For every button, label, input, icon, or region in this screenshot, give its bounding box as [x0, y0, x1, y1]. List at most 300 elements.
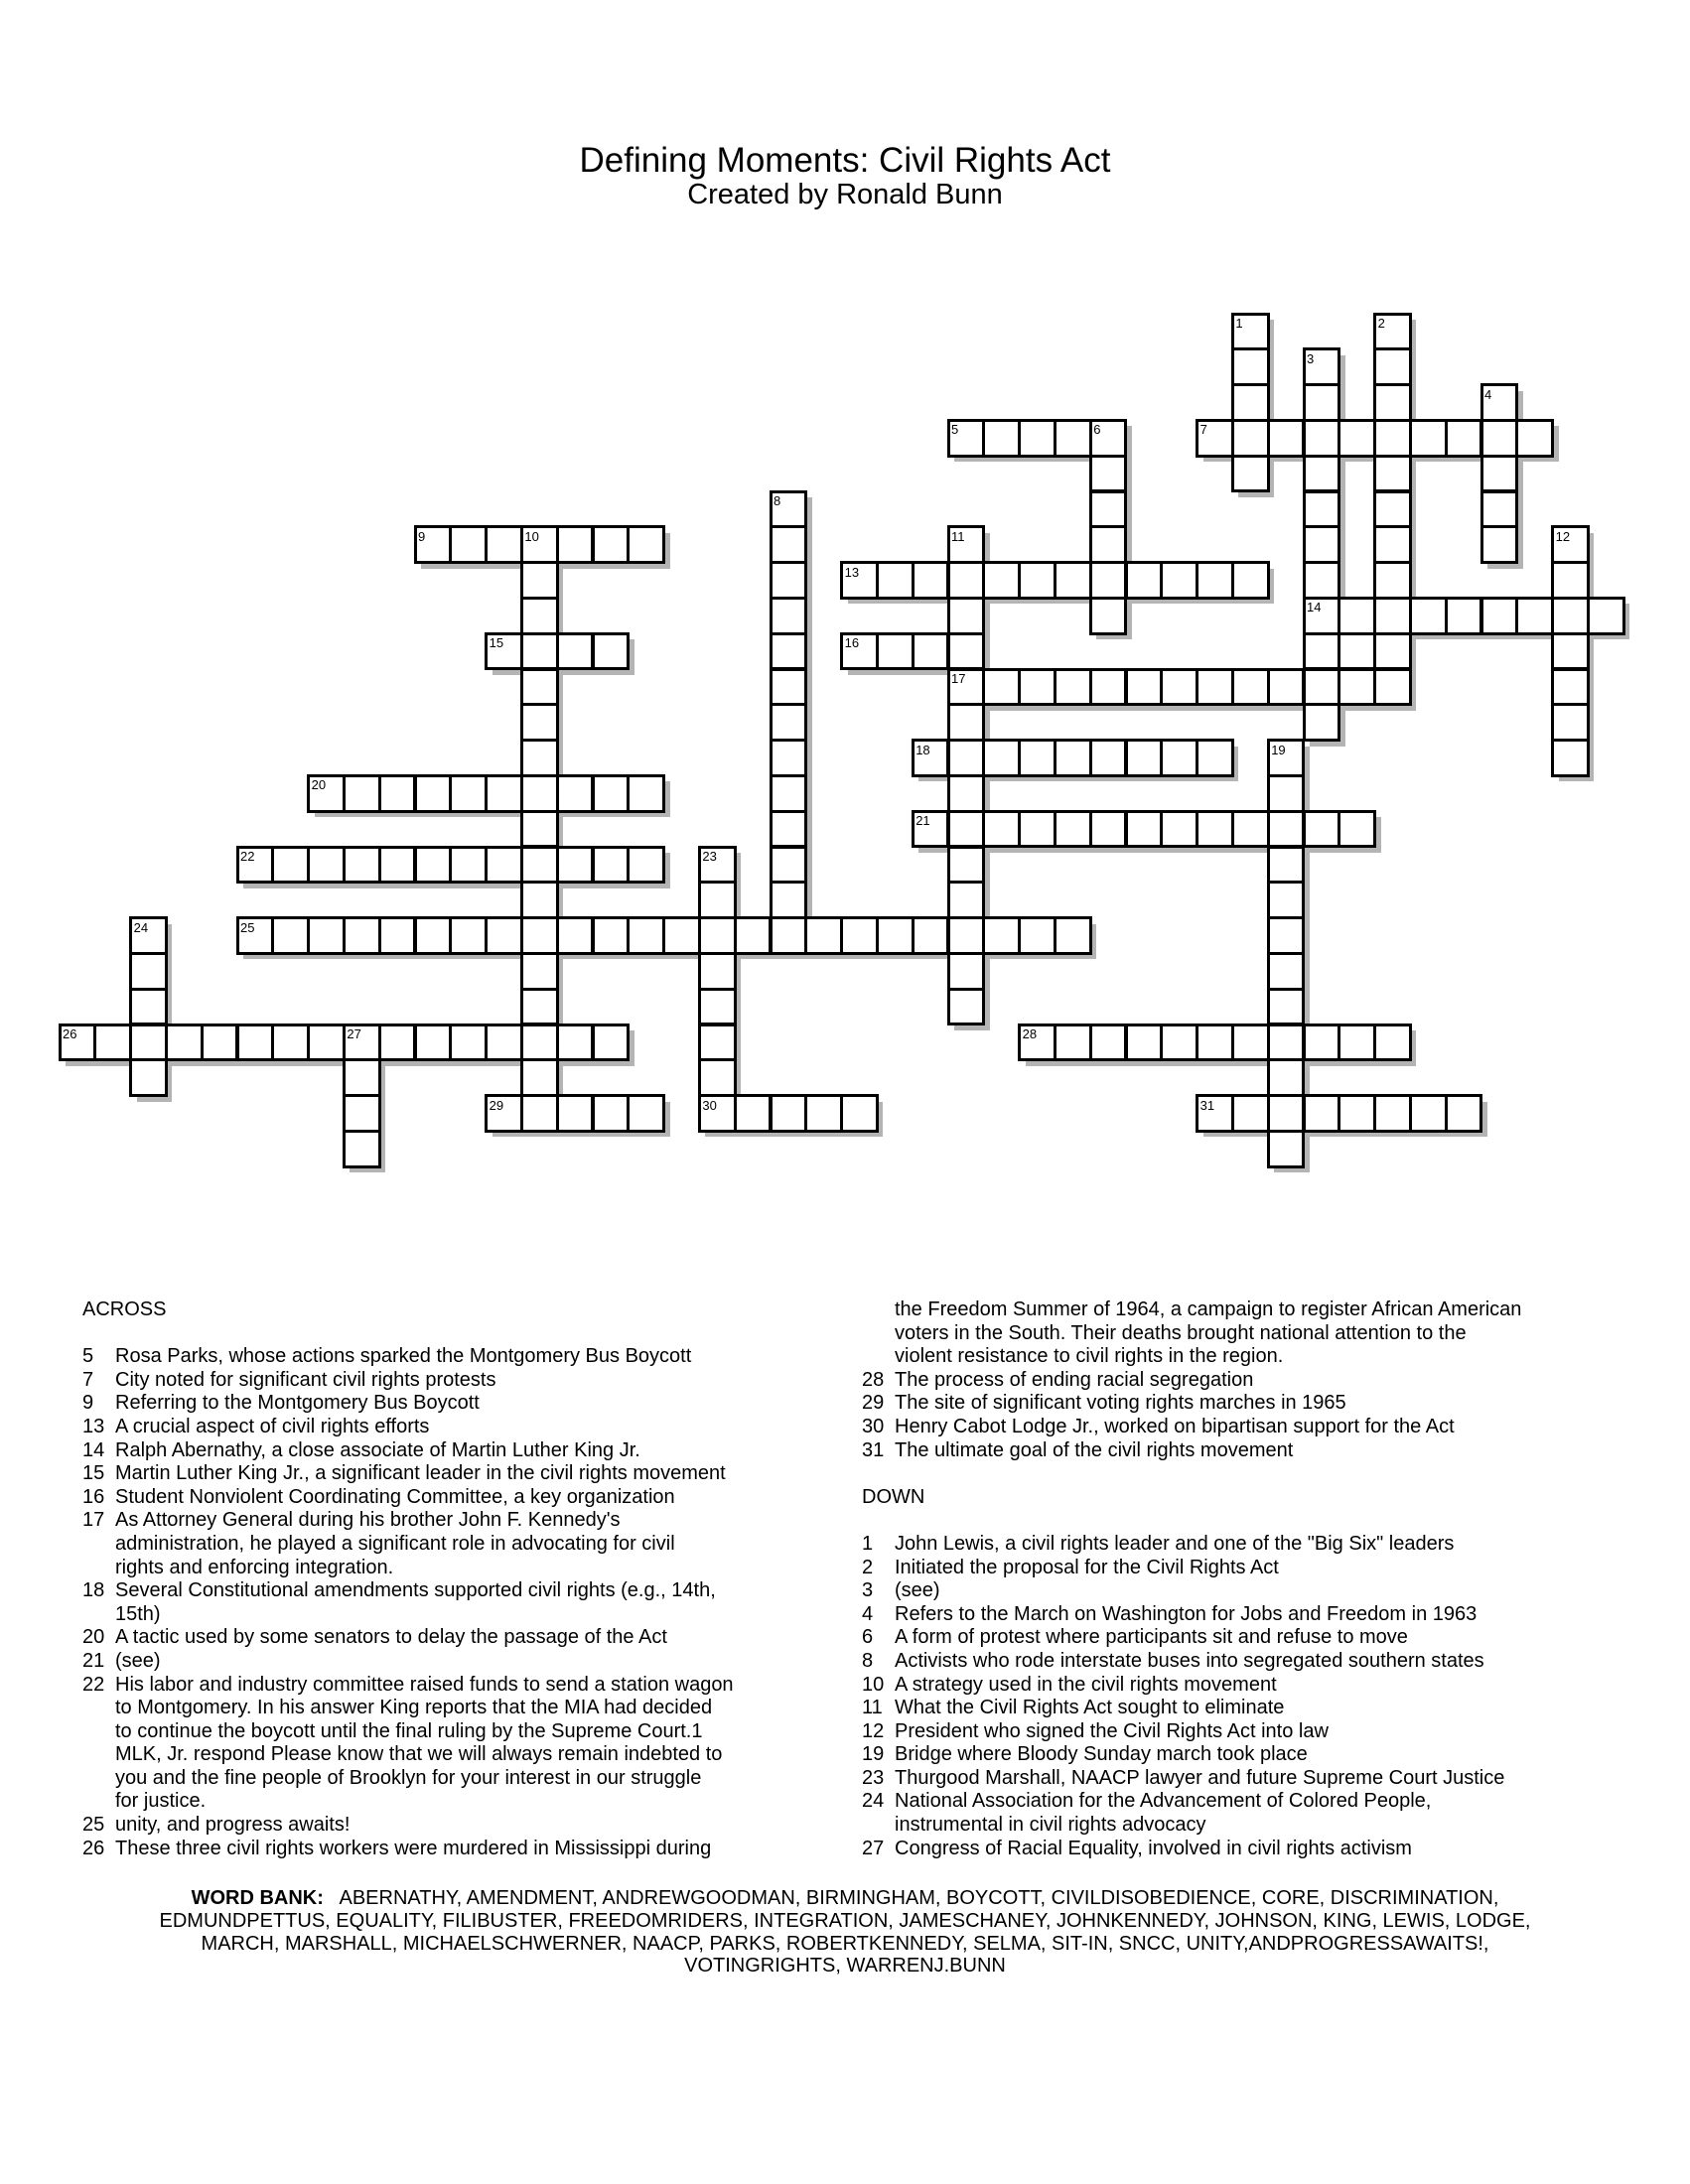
crossword-cell[interactable] — [1126, 811, 1162, 847]
crossword-cell[interactable] — [699, 918, 735, 954]
crossword-cell[interactable] — [1232, 420, 1268, 456]
clue-item — [82, 1369, 817, 1393]
crossword-cell[interactable] — [344, 1131, 379, 1166]
crossword-cell[interactable] — [1268, 741, 1304, 776]
crossword-cell[interactable] — [379, 847, 415, 883]
crossword-cell[interactable] — [1304, 491, 1339, 527]
crossword-cell[interactable] — [948, 883, 984, 918]
crossword-cell[interactable] — [842, 633, 878, 669]
crossword-cell[interactable] — [771, 705, 806, 741]
clue-number — [82, 1720, 115, 1744]
clue-text: A tactic used by some senators to delay the passage of the Act — [115, 1626, 667, 1649]
crossword-cell[interactable] — [842, 918, 878, 954]
crossword-cell[interactable] — [521, 598, 557, 633]
crossword-cell[interactable] — [521, 883, 557, 918]
crossword-cell[interactable] — [1304, 456, 1339, 491]
crossword-cell[interactable] — [1232, 811, 1268, 847]
crossword-cell[interactable] — [948, 420, 984, 456]
crossword-cell[interactable] — [237, 1024, 273, 1060]
crossword-cell[interactable] — [451, 918, 487, 954]
crossword-cell[interactable] — [699, 883, 735, 918]
crossword-cell[interactable] — [415, 918, 451, 954]
crossword-cell[interactable] — [344, 1096, 379, 1132]
clue-item-continuation — [82, 1603, 817, 1627]
crossword-cell[interactable] — [487, 918, 522, 954]
clue-number: 31 — [862, 1438, 885, 1461]
crossword-cell[interactable] — [1304, 669, 1339, 705]
crossword-cell[interactable] — [913, 741, 948, 776]
crossword-cell[interactable] — [1339, 669, 1375, 705]
crossword-cell[interactable] — [1232, 385, 1268, 421]
crossword-cell[interactable] — [1232, 349, 1268, 385]
clue-number: 15 — [82, 1462, 105, 1485]
crossword-cell[interactable] — [1446, 420, 1481, 456]
crossword-cell[interactable] — [984, 811, 1020, 847]
crossword-cell[interactable] — [1197, 811, 1233, 847]
crossword-cell[interactable] — [1517, 598, 1553, 633]
clue-text: instrumental in civil rights advocacy — [895, 1814, 1206, 1837]
crossword-cell[interactable] — [1162, 741, 1197, 776]
crossword-cell[interactable] — [415, 775, 451, 811]
crossword-cell[interactable] — [1020, 918, 1056, 954]
crossword-cell[interactable] — [1481, 527, 1517, 563]
crossword-cell[interactable] — [699, 953, 735, 989]
crossword-cell[interactable] — [1339, 633, 1375, 669]
crossword-cell[interactable] — [1055, 669, 1090, 705]
crossword-cell[interactable] — [1090, 491, 1126, 527]
crossword-cell[interactable] — [1232, 669, 1268, 705]
clue-item — [862, 1416, 1617, 1439]
crossword-cell[interactable] — [1020, 563, 1056, 599]
crossword-cell[interactable] — [1126, 1024, 1162, 1060]
crossword-cell[interactable] — [771, 669, 806, 705]
clue-number: 7 — [82, 1368, 94, 1391]
crossword-cell[interactable] — [771, 775, 806, 811]
crossword-cell[interactable] — [1268, 420, 1304, 456]
crossword-cell[interactable] — [95, 1024, 131, 1060]
crossword-cell[interactable] — [771, 1096, 806, 1132]
crossword-cell[interactable] — [557, 847, 593, 883]
crossword-cell[interactable] — [1339, 1096, 1375, 1132]
crossword-cell[interactable] — [593, 527, 629, 563]
clue-item-continuation — [862, 1814, 1617, 1838]
crossword-cell[interactable] — [948, 633, 984, 669]
crossword-cell[interactable] — [1268, 918, 1304, 954]
crossword-cell[interactable] — [1090, 456, 1126, 491]
clue-number: 4 — [1484, 386, 1492, 402]
crossword-cell[interactable] — [1126, 563, 1162, 599]
crossword-cell[interactable] — [948, 741, 984, 776]
crossword-cell[interactable] — [1553, 669, 1589, 705]
crossword-cell[interactable] — [1162, 1024, 1197, 1060]
crossword-cell[interactable] — [309, 1024, 345, 1060]
crossword-cell[interactable] — [1197, 741, 1233, 776]
word-bank — [60, 1887, 1630, 1978]
crossword-cell[interactable] — [771, 741, 806, 776]
crossword-cell[interactable] — [1055, 918, 1090, 954]
crossword-cell[interactable] — [593, 1096, 629, 1132]
crossword-cell[interactable] — [309, 847, 345, 883]
crossword-cell[interactable] — [1410, 1096, 1446, 1132]
crossword-cell[interactable] — [1197, 1096, 1233, 1132]
crossword-cell[interactable] — [1232, 314, 1268, 349]
clue-number: 30 — [702, 1097, 717, 1113]
clue-number: 7 — [1199, 422, 1207, 438]
crossword-cell[interactable] — [344, 847, 379, 883]
crossword-cell[interactable] — [735, 1096, 771, 1132]
crossword-cell[interactable] — [1304, 527, 1339, 563]
clue-number: 16 — [844, 635, 860, 651]
crossword-cell[interactable] — [1268, 989, 1304, 1024]
crossword-cell[interactable] — [1304, 563, 1339, 599]
clue-number: 21 — [82, 1649, 105, 1672]
clue-number: 8 — [862, 1649, 874, 1672]
crossword-cell[interactable] — [451, 1024, 487, 1060]
crossword-cell[interactable] — [131, 1024, 167, 1060]
crossword-cell[interactable] — [451, 775, 487, 811]
crossword-cell[interactable] — [771, 598, 806, 633]
crossword-cell[interactable] — [521, 1096, 557, 1132]
crossword-cell[interactable] — [1055, 741, 1090, 776]
crossword-cell[interactable] — [521, 918, 557, 954]
crossword-cell[interactable] — [948, 705, 984, 741]
crossword-cell[interactable] — [1410, 598, 1446, 633]
crossword-cell[interactable] — [1268, 811, 1304, 847]
crossword-cell[interactable] — [1055, 563, 1090, 599]
crossword-cell[interactable] — [1375, 598, 1411, 633]
crossword-cell[interactable] — [521, 953, 557, 989]
crossword-cell[interactable] — [771, 633, 806, 669]
crossword-cell[interactable] — [1553, 633, 1589, 669]
crossword-cell[interactable] — [557, 918, 593, 954]
crossword-cell[interactable] — [842, 1096, 878, 1132]
crossword-cell[interactable] — [1268, 847, 1304, 883]
crossword-cell[interactable] — [1481, 456, 1517, 491]
crossword-cell[interactable] — [842, 563, 878, 599]
crossword-cell[interactable] — [1126, 741, 1162, 776]
crossword-cell[interactable] — [487, 847, 522, 883]
crossword-cell[interactable] — [521, 669, 557, 705]
clue-text: As Attorney General during his brother John F. Kennedy's — [115, 1509, 621, 1532]
crossword-cell[interactable] — [521, 741, 557, 776]
crossword-cell[interactable] — [131, 918, 167, 954]
crossword-cell[interactable] — [379, 1024, 415, 1060]
crossword-cell[interactable] — [1020, 420, 1056, 456]
crossword-cell[interactable] — [521, 811, 557, 847]
crossword-cell[interactable] — [557, 775, 593, 811]
crossword-cell[interactable] — [1517, 420, 1553, 456]
crossword-cell[interactable] — [1304, 420, 1339, 456]
crossword-cell[interactable] — [1197, 420, 1233, 456]
crossword-cell[interactable] — [1375, 1024, 1411, 1060]
crossword-cell[interactable] — [1375, 1096, 1411, 1132]
crossword-cell[interactable] — [629, 1096, 664, 1132]
crossword-cell[interactable] — [948, 775, 984, 811]
crossword-cell[interactable] — [1055, 811, 1090, 847]
clue-text: The ultimate goal of the civil rights movement — [895, 1438, 1294, 1461]
crossword-cell[interactable] — [521, 1024, 557, 1060]
crossword-cell[interactable] — [273, 1024, 309, 1060]
crossword-cell[interactable] — [699, 847, 735, 883]
crossword-cell[interactable] — [487, 775, 522, 811]
crossword-cell[interactable] — [877, 918, 913, 954]
crossword-cell[interactable] — [699, 989, 735, 1024]
crossword-cell[interactable] — [1481, 491, 1517, 527]
crossword-cell[interactable] — [1304, 633, 1339, 669]
crossword-cell[interactable] — [629, 918, 664, 954]
crossword-cell[interactable] — [593, 775, 629, 811]
crossword-cell[interactable] — [877, 633, 913, 669]
crossword-cell[interactable] — [1090, 741, 1126, 776]
crossword-cell[interactable] — [629, 847, 664, 883]
crossword-cell[interactable] — [521, 847, 557, 883]
crossword-cell[interactable] — [984, 563, 1020, 599]
clue-text: What the Civil Rights Act sought to eliminate — [895, 1697, 1285, 1719]
crossword-cell[interactable] — [521, 563, 557, 599]
crossword-cell[interactable] — [771, 563, 806, 599]
crossword-cell[interactable] — [948, 811, 984, 847]
crossword-cell[interactable] — [273, 918, 309, 954]
crossword-cell[interactable] — [1304, 349, 1339, 385]
crossword-cell[interactable] — [984, 741, 1020, 776]
crossword-cell[interactable] — [877, 563, 913, 599]
crossword-cell[interactable] — [1020, 1024, 1056, 1060]
crossword-cell[interactable] — [984, 918, 1020, 954]
crossword-cell[interactable] — [202, 1024, 237, 1060]
crossword-cell[interactable] — [593, 918, 629, 954]
crossword-cell[interactable] — [1375, 314, 1411, 349]
crossword-cell[interactable] — [1446, 598, 1481, 633]
crossword-cell[interactable] — [1090, 598, 1126, 633]
crossword-cell[interactable] — [1197, 1024, 1233, 1060]
crossword-cell[interactable] — [1162, 563, 1197, 599]
clue-item-continuation — [82, 1533, 817, 1557]
crossword-cell[interactable] — [1375, 491, 1411, 527]
crossword-cell[interactable] — [1268, 1096, 1304, 1132]
crossword-cell[interactable] — [273, 847, 309, 883]
crossword-cell[interactable] — [521, 775, 557, 811]
crossword-cell[interactable] — [1090, 669, 1126, 705]
crossword-cell[interactable] — [771, 918, 806, 954]
crossword-cell[interactable] — [1304, 811, 1339, 847]
crossword-cell[interactable] — [1197, 669, 1233, 705]
clue-number: 24 — [862, 1790, 885, 1813]
crossword-cell[interactable] — [1588, 598, 1623, 633]
crossword-cell[interactable] — [1375, 349, 1411, 385]
crossword-cell[interactable] — [948, 953, 984, 989]
crossword-cell[interactable] — [771, 883, 806, 918]
crossword-cell[interactable] — [1410, 420, 1446, 456]
crossword-cell[interactable] — [1126, 669, 1162, 705]
crossword-cell[interactable] — [487, 633, 522, 669]
crossword-cell[interactable] — [487, 1024, 522, 1060]
crossword-cell[interactable] — [1162, 811, 1197, 847]
crossword-cell[interactable] — [593, 847, 629, 883]
crossword-cell[interactable] — [913, 918, 948, 954]
crossword-cell[interactable] — [415, 847, 451, 883]
crossword-cell[interactable] — [521, 527, 557, 563]
crossword-cell[interactable] — [1232, 1096, 1268, 1132]
crossword-cell[interactable] — [1304, 705, 1339, 741]
crossword-cell[interactable] — [451, 527, 487, 563]
crossword-cell[interactable] — [1232, 456, 1268, 491]
crossword-cell[interactable] — [1375, 669, 1411, 705]
crossword-cell[interactable] — [1375, 385, 1411, 421]
crossword-cell[interactable] — [1055, 1024, 1090, 1060]
crossword-cell[interactable] — [131, 1060, 167, 1096]
clue-item — [862, 1626, 1617, 1650]
crossword-cell[interactable] — [593, 633, 629, 669]
crossword-cell[interactable] — [771, 527, 806, 563]
crossword-cell[interactable] — [521, 705, 557, 741]
crossword-cell[interactable] — [487, 527, 522, 563]
crossword-cell[interactable] — [1268, 1131, 1304, 1166]
crossword-cell[interactable] — [948, 669, 984, 705]
crossword-cell[interactable] — [1553, 705, 1589, 741]
crossword-cell[interactable] — [1232, 1024, 1268, 1060]
crossword-cell[interactable] — [1481, 598, 1517, 633]
crossword-cell[interactable] — [948, 989, 984, 1024]
crossword-cell[interactable] — [237, 918, 273, 954]
crossword-cell[interactable] — [1375, 633, 1411, 669]
crossword-cell[interactable] — [1375, 563, 1411, 599]
crossword-cell[interactable] — [1268, 775, 1304, 811]
crossword-cell[interactable] — [1446, 1096, 1481, 1132]
clue-number: 27 — [347, 1026, 361, 1041]
crossword-cell[interactable] — [771, 491, 806, 527]
crossword-cell[interactable] — [131, 953, 167, 989]
crossword-cell[interactable] — [771, 811, 806, 847]
clue-text: unity, and progress awaits! — [115, 1814, 351, 1837]
crossword-cell[interactable] — [1197, 563, 1233, 599]
crossword-cell[interactable] — [521, 633, 557, 669]
crossword-cell[interactable] — [806, 918, 842, 954]
crossword-cell[interactable] — [1553, 527, 1589, 563]
crossword-cell[interactable] — [557, 1096, 593, 1132]
crossword-cell[interactable] — [699, 1024, 735, 1060]
clue-number — [82, 1557, 115, 1580]
crossword-cell[interactable] — [1304, 385, 1339, 421]
crossword-cell[interactable] — [1268, 1060, 1304, 1096]
clue-text: The site of significant voting rights marches in 1965 — [895, 1392, 1346, 1415]
crossword-cell[interactable] — [913, 563, 948, 599]
crossword-cell[interactable] — [1090, 527, 1126, 563]
crossword-cell[interactable] — [521, 1060, 557, 1096]
crossword-cell[interactable] — [948, 563, 984, 599]
crossword-cell[interactable] — [1090, 811, 1126, 847]
crossword-cell[interactable] — [948, 527, 984, 563]
crossword-cell[interactable] — [1553, 598, 1589, 633]
crossword-cell[interactable] — [1268, 883, 1304, 918]
crossword-cell[interactable] — [984, 420, 1020, 456]
crossword-cell[interactable] — [521, 989, 557, 1024]
crossword-cell[interactable] — [237, 847, 273, 883]
crossword-cell[interactable] — [131, 989, 167, 1024]
clue-number: 18 — [915, 742, 930, 757]
crossword-cell[interactable] — [1020, 669, 1056, 705]
crossword-cell[interactable] — [1304, 598, 1339, 633]
crossword-cell[interactable] — [806, 1096, 842, 1132]
crossword-cell[interactable] — [948, 847, 984, 883]
crossword-cell[interactable] — [344, 918, 379, 954]
crossword-cell[interactable] — [948, 598, 984, 633]
crossword-cell[interactable] — [1055, 420, 1090, 456]
crossword-cell[interactable] — [1553, 741, 1589, 776]
crossword-cell[interactable] — [309, 775, 345, 811]
crossword-cell[interactable] — [735, 918, 771, 954]
crossword-cell[interactable] — [771, 847, 806, 883]
crossword-cell[interactable] — [1339, 420, 1375, 456]
crossword-cell[interactable] — [344, 1024, 379, 1060]
clue-number: 21 — [915, 813, 930, 829]
crossword-cell[interactable] — [699, 1060, 735, 1096]
clue-text: Several Constitutional amendments supported civil rights (e.g., 14th, — [115, 1579, 716, 1602]
crossword-cell[interactable] — [948, 918, 984, 954]
crossword-cell[interactable] — [913, 811, 948, 847]
crossword-cell[interactable] — [379, 918, 415, 954]
crossword-cell[interactable] — [1339, 598, 1375, 633]
crossword-cell[interactable] — [664, 918, 700, 954]
crossword-cell[interactable] — [593, 1024, 629, 1060]
crossword-cell[interactable] — [309, 918, 345, 954]
clue-number: 10 — [862, 1673, 885, 1696]
crossword-cell[interactable] — [1020, 811, 1056, 847]
crossword-cell[interactable] — [1304, 1024, 1339, 1060]
crossword-cell[interactable] — [1339, 811, 1375, 847]
crossword-cell[interactable] — [1339, 1024, 1375, 1060]
crossword-cell[interactable] — [1090, 563, 1126, 599]
crossword-cell[interactable] — [984, 669, 1020, 705]
clue-item — [862, 1392, 1617, 1416]
crossword-cell[interactable] — [1268, 953, 1304, 989]
crossword-cell[interactable] — [1020, 741, 1056, 776]
crossword-cell[interactable] — [1375, 456, 1411, 491]
clue-number: 23 — [702, 849, 717, 864]
crossword-cell[interactable] — [1090, 420, 1126, 456]
crossword-cell[interactable] — [557, 633, 593, 669]
crossword-cell[interactable] — [629, 775, 664, 811]
crossword-cell[interactable] — [557, 527, 593, 563]
crossword-cell[interactable] — [1268, 669, 1304, 705]
crossword-cell[interactable] — [1090, 1024, 1126, 1060]
crossword-cell[interactable] — [629, 527, 664, 563]
crossword-cell[interactable] — [487, 1096, 522, 1132]
crossword-cell[interactable] — [344, 775, 379, 811]
crossword-cell[interactable] — [1304, 1096, 1339, 1132]
crossword-cell[interactable] — [1232, 563, 1268, 599]
crossword-cell[interactable] — [166, 1024, 202, 1060]
crossword-cell[interactable] — [344, 1060, 379, 1096]
crossword-cell[interactable] — [1481, 385, 1517, 421]
crossword-cell[interactable] — [557, 1024, 593, 1060]
crossword-cell[interactable] — [379, 775, 415, 811]
crossword-cell[interactable] — [60, 1024, 95, 1060]
crossword-cell[interactable] — [415, 527, 451, 563]
crossword-cell[interactable] — [1481, 420, 1517, 456]
crossword-cell[interactable] — [415, 1024, 451, 1060]
clue-item — [862, 1743, 1617, 1767]
clue-item-continuation — [82, 1767, 817, 1791]
crossword-cell[interactable] — [1375, 527, 1411, 563]
crossword-cell[interactable] — [1553, 563, 1589, 599]
crossword-cell[interactable] — [1375, 420, 1411, 456]
crossword-cell[interactable] — [913, 633, 948, 669]
clue-text: National Association for the Advancement of Colored People, — [895, 1790, 1432, 1813]
crossword-cell[interactable] — [1162, 669, 1197, 705]
crossword-cell[interactable] — [451, 847, 487, 883]
crossword-cell[interactable] — [699, 1096, 735, 1132]
crossword-cell[interactable] — [1268, 1024, 1304, 1060]
